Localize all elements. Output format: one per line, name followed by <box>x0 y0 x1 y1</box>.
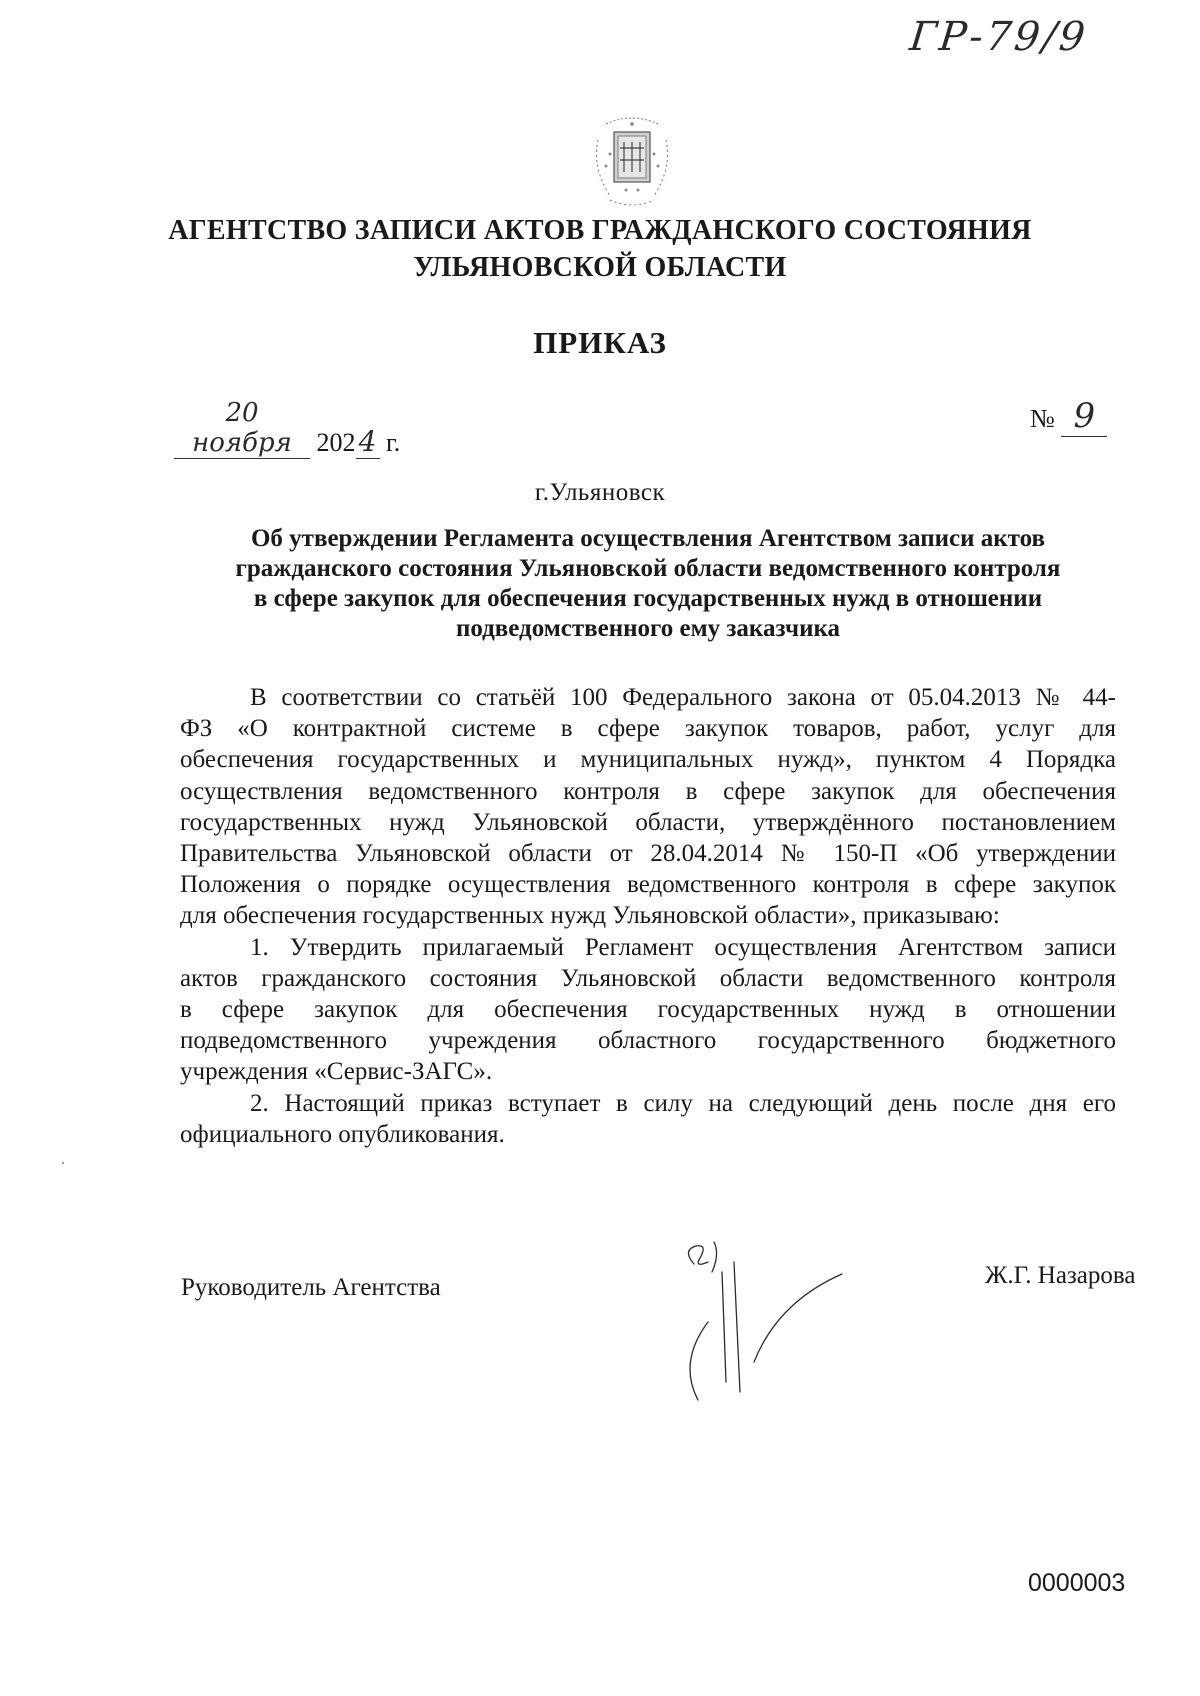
signatory-title: Руководитель Агентства <box>181 1274 441 1301</box>
number-label: № <box>1030 404 1055 433</box>
order-subject <box>180 524 1116 644</box>
body-line: 2. Настоящий приказ вступает в силу на следующий день после дня его <box>250 1089 1116 1117</box>
body-line: для обеспечения государственных нужд Ульяновской области», приказываю: <box>180 902 1000 930</box>
date-day-month-handwritten: 20 ноября <box>174 398 310 459</box>
body-line: государственных нужд Ульяновской области, утверждённого постановлением <box>180 808 1116 836</box>
date-year-handwritten: 4 <box>356 425 380 459</box>
subject-line: гражданского состояния Ульяновской области ведомственного контроля <box>235 555 1061 582</box>
body-line: Правительства Ульяновской области от 28.04.2014 № 150-П «Об утверждении <box>180 840 1116 868</box>
body-line: обеспечения государственных и муниципальных нужд», пунктом 4 Порядка <box>180 746 1116 774</box>
body-line: В соответствии со статьёй 100 Федерального закона от 05.04.2013 № 44- <box>250 684 1116 711</box>
order-number <box>1030 396 1107 437</box>
signatory-name: Ж.Г. Назарова <box>985 1262 1136 1289</box>
body-line: осуществления ведомственного контроля в сфере закупок для обеспечения <box>180 777 1116 805</box>
handwritten-signature <box>668 1232 908 1412</box>
body-line: подведомственного учреждения областного государственного бюджетного <box>180 1027 1116 1055</box>
body-line: учреждения «Сервис-ЗАГС». <box>180 1058 493 1086</box>
date-year-prefix: 202 <box>316 428 356 457</box>
order-body <box>180 682 1116 1150</box>
body-line: 1. Утвердить прилагаемый Регламент осуществления Агентством записи <box>250 933 1116 961</box>
order-date <box>174 398 401 458</box>
document-type-title: ПРИКАЗ <box>533 325 667 360</box>
registration-number-handwritten: ГР-79/9 <box>907 14 1091 60</box>
body-line: Положения о порядке осуществления ведомственного контроля в сфере закупок <box>180 871 1116 899</box>
subject-line: подведомственного ему заказчика <box>455 615 841 642</box>
body-line: ФЗ «О контрактной системе в сфере закупок товаров, работ, услуг для <box>180 715 1116 743</box>
scan-speck <box>62 1162 64 1164</box>
document-serial-code: 0000003 <box>1028 1569 1126 1597</box>
city: г.Ульяновск <box>534 479 666 506</box>
body-line: актов гражданского состояния Ульяновской области ведомственного контроля <box>180 964 1116 992</box>
agency-name-line2: УЛЬЯНОВСКОЙ ОБЛАСТИ <box>413 252 787 283</box>
number-value-handwritten: 9 <box>1061 396 1107 437</box>
body-line: в сфере закупок для обеспечения государственных нужд в отношении <box>180 996 1116 1024</box>
subject-line: в сфере закупок для обеспечения государственных нужд в отношении <box>253 585 1043 612</box>
body-line: официального опубликования. <box>180 1120 505 1148</box>
date-suffix: г. <box>386 428 401 457</box>
subject-line: Об утверждении Регламента осуществления Агентством записи актов <box>250 525 1046 552</box>
agency-name-line1: АГЕНТСТВО ЗАПИСИ АКТОВ ГРАЖДАНСКОГО СОСТОЯНИЯ <box>168 215 1032 246</box>
coat-of-arms-emblem <box>586 110 678 212</box>
